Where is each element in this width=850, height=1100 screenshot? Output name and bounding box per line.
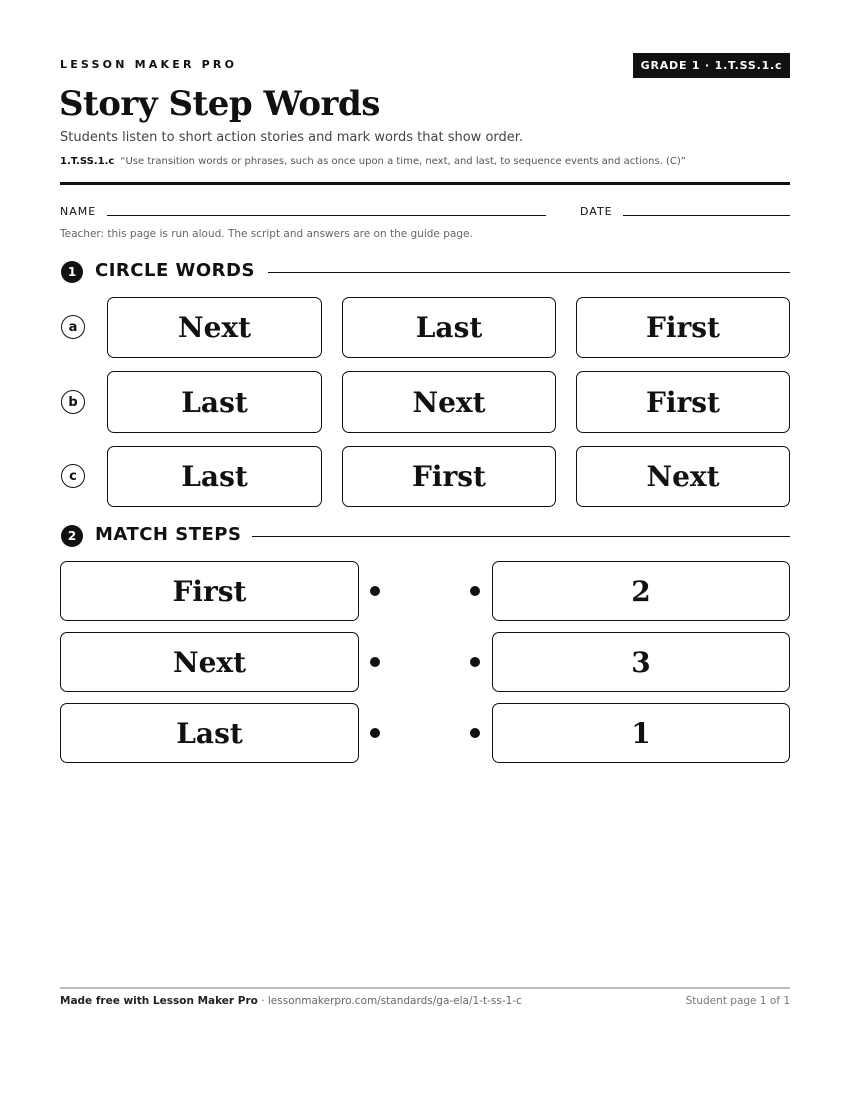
header-divider — [60, 182, 790, 185]
section-title-circle-words: CIRCLE WORDS — [95, 260, 255, 281]
section-number-1: 1 — [61, 261, 83, 283]
row-letter-b: b — [61, 390, 85, 414]
section-title-match-steps: MATCH STEPS — [95, 524, 242, 545]
section-divider — [252, 536, 790, 537]
match-left-item[interactable]: Last — [60, 703, 359, 763]
page-subtitle: Students listen to short action stories and mark words that show order. — [60, 130, 524, 145]
section-divider — [268, 272, 790, 273]
standard-code: 1.T.SS.1.c — [60, 156, 115, 167]
row-letter-a: a — [61, 315, 85, 339]
match-dot[interactable] — [470, 728, 480, 738]
page-title: Story Step Words — [59, 84, 380, 124]
name-field[interactable] — [107, 215, 546, 216]
row-letter-c: c — [61, 464, 85, 488]
name-label: NAME — [60, 205, 97, 218]
brand-name: LESSON MAKER PRO — [60, 58, 238, 71]
footer-page-number: Student page 1 of 1 — [685, 995, 790, 1007]
footer-url[interactable]: · lessonmakerpro.com/standards/ga-ela/1-t-ss-1-c — [257, 995, 522, 1007]
word-choice[interactable]: Last — [107, 371, 322, 433]
date-label: DATE — [580, 205, 613, 218]
word-choice[interactable]: Last — [107, 446, 322, 507]
word-choice[interactable]: Next — [342, 371, 556, 433]
match-left-item[interactable]: First — [60, 561, 359, 621]
match-left-item[interactable]: Next — [60, 632, 359, 692]
match-right-item[interactable]: 2 — [492, 561, 790, 621]
match-dot[interactable] — [470, 586, 480, 596]
match-right-item[interactable]: 1 — [492, 703, 790, 763]
match-dot[interactable] — [370, 586, 380, 596]
word-choice[interactable]: Last — [342, 297, 556, 358]
section-number-2: 2 — [61, 525, 83, 547]
word-choice[interactable]: First — [576, 371, 790, 433]
word-choice[interactable]: Next — [107, 297, 322, 358]
date-field[interactable] — [623, 215, 790, 216]
footer-credit — [60, 995, 522, 1007]
match-right-item[interactable]: 3 — [492, 632, 790, 692]
match-dot[interactable] — [370, 657, 380, 667]
teacher-note: Teacher: this page is run aloud. The script and answers are on the guide page. — [60, 228, 473, 240]
standard-line — [60, 156, 686, 167]
footer-made-text: Made free with Lesson Maker Pro — [60, 995, 258, 1007]
word-choice[interactable]: First — [576, 297, 790, 358]
footer-divider — [60, 987, 790, 989]
word-choice[interactable]: First — [342, 446, 556, 507]
word-choice[interactable]: Next — [576, 446, 790, 507]
match-dot[interactable] — [370, 728, 380, 738]
match-dot[interactable] — [470, 657, 480, 667]
grade-badge: GRADE 1 · 1.T.SS.1.c — [633, 53, 790, 78]
standard-text: “Use transition words or phrases, such as once upon a time, next, and last, to sequence events and actions. (C)” — [120, 156, 686, 167]
